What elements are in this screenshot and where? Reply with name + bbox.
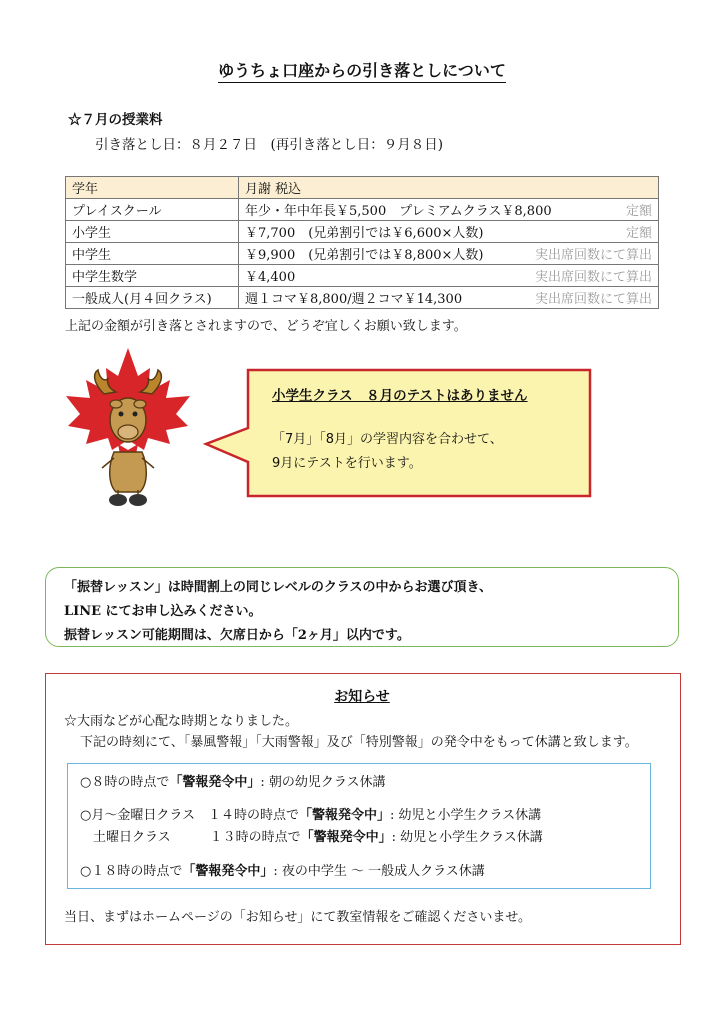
warning-item	[80, 771, 385, 790]
page-title: ゆうちょ口座からの引き落としについて	[0, 58, 724, 81]
fee-note: 定額	[625, 204, 652, 219]
header-fee: 月謝 税込	[239, 177, 659, 199]
fee-cell	[239, 265, 659, 287]
warning-lead: ○１８時の時点で	[80, 864, 183, 879]
fee-heading: ☆７月の授業料	[68, 112, 163, 128]
callout-line: 「7月」「8月」の学習内容を合わせて、	[272, 432, 503, 447]
table-header-row	[66, 177, 659, 199]
fee-cell	[239, 221, 659, 243]
warning-lead: ○８時の時点で	[80, 775, 170, 790]
table-row	[66, 287, 659, 309]
table-row	[66, 243, 659, 265]
fee-note: 実出席回数にて算出	[534, 270, 652, 285]
fee-amount: ￥7,700 (兄弟割引では￥6,600×人数)	[245, 226, 484, 241]
notice-policy: 下記の時刻にて、「暴風警報」「大雨警報」及び「特別警報」の発令中をもって休講と致します。	[80, 735, 638, 750]
warning-item	[80, 860, 485, 879]
warning-alert: 「警報発令中」	[298, 808, 390, 823]
makeup-line: LINE にてお申し込みください。	[64, 604, 262, 619]
fee-amount: ￥4,400	[245, 270, 296, 285]
fee-cell	[239, 199, 659, 221]
warning-alert: 「警報発令中」	[182, 864, 274, 879]
notice-intro: ☆大雨などが心配な時期となりました。	[64, 714, 299, 729]
fee-amount: 年少・年中年長￥5,500 プレミアムクラス￥8,800	[245, 204, 552, 219]
grade-cell: 小学生	[66, 221, 239, 243]
fee-closing-note: 上記の金額が引き落とされますので、どうぞ宜しくお願い致します。	[65, 319, 467, 334]
makeup-line: 「振替レッスン」は時間割上の同じレベルのクラスの中からお選び頂き、	[64, 580, 492, 595]
warning-alert: 「警報発令中」	[169, 775, 261, 790]
callout-line: 9月にテストを行います。	[272, 456, 422, 471]
fee-cell	[239, 243, 659, 265]
table-row	[66, 199, 659, 221]
fee-note: 実出席回数にて算出	[534, 248, 652, 263]
grade-cell: 一般成人(月４回クラス)	[66, 287, 239, 309]
table-row	[66, 265, 659, 287]
fee-cell	[239, 287, 659, 309]
warning-item	[80, 826, 543, 845]
warning-detail: : 幼児と小学生クラス休講	[391, 830, 543, 845]
callout-body	[272, 428, 503, 476]
table-row	[66, 221, 659, 243]
notice-title: お知らせ	[334, 689, 390, 705]
warning-detail: : 夜の中学生 ～ 一般成人クラス休講	[273, 864, 485, 879]
fee-note: 定額	[625, 226, 652, 241]
header-grade: 学年	[66, 177, 239, 199]
fee-table	[65, 176, 659, 309]
warning-item	[80, 804, 541, 823]
warning-detail: : 幼児と小学生クラス休講	[389, 808, 542, 823]
warning-detail: : 朝の幼児クラス休講	[260, 775, 386, 790]
warning-lead: ○月～金曜日クラス １４時の時点で	[80, 808, 299, 823]
callout-title: 小学生クラス ８月のテストはありません	[272, 388, 528, 404]
grade-cell: 中学生	[66, 243, 239, 265]
grade-cell: プレイスクール	[66, 199, 239, 221]
maple-leaf-moose-mascot-icon	[58, 340, 198, 515]
fee-amount: 週１コマ￥8,800/週２コマ￥14,300	[245, 292, 463, 307]
warning-lead: 土曜日クラス １３時の時点で	[80, 830, 301, 845]
fee-amount: ￥9,900 (兄弟割引では￥8,800×人数)	[245, 248, 484, 263]
fee-note: 実出席回数にて算出	[534, 292, 652, 307]
makeup-line: 振替レッスン可能期間は、欠席日から「2ヶ月」以内です。	[64, 628, 410, 643]
warning-alert: 「警報発令中」	[300, 830, 392, 845]
notice-footer: 当日、まずはホームページの「お知らせ」にて教室情報をご確認くださいませ。	[64, 910, 531, 925]
grade-cell: 中学生数学	[66, 265, 239, 287]
debit-date: 引き落とし日：８月２７日 (再引き落とし日：９月８日)	[95, 137, 444, 153]
makeup-lesson-text	[64, 576, 492, 648]
